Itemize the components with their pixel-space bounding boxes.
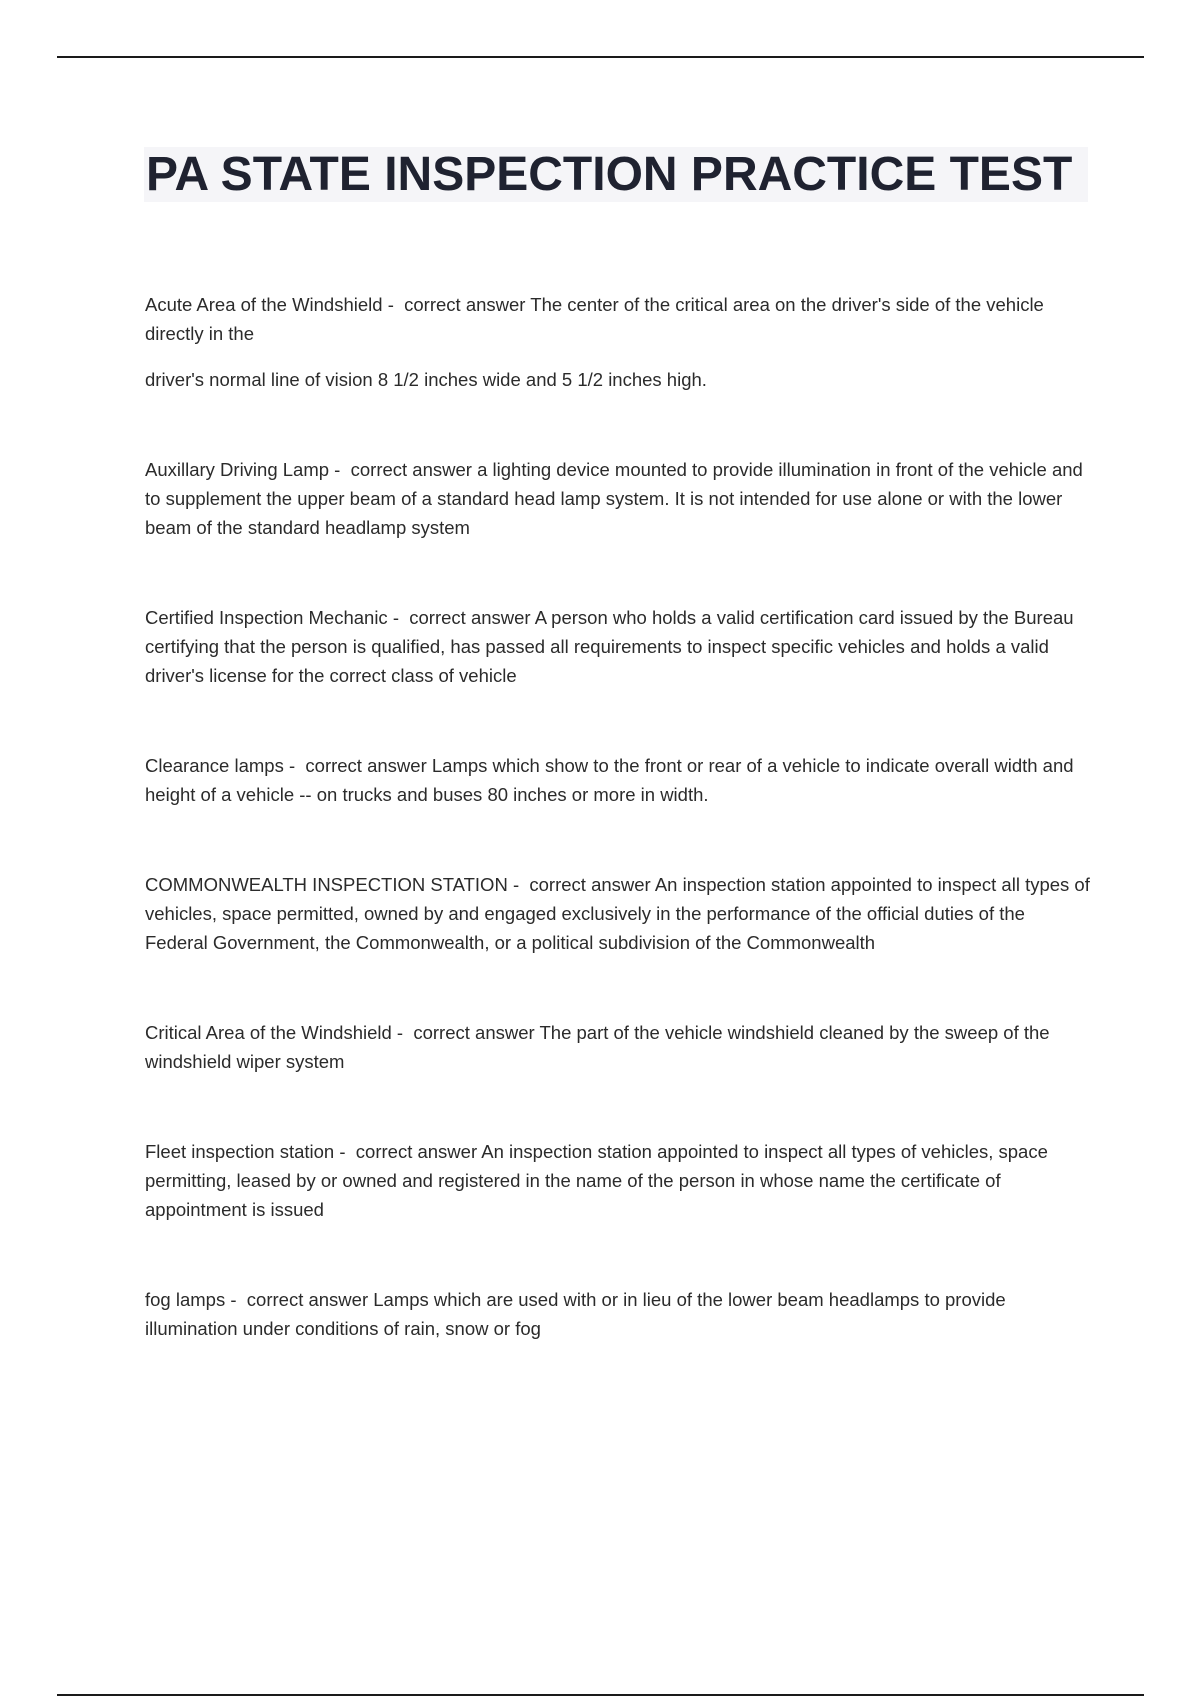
entry-term: Fleet inspection station: [145, 1141, 335, 1162]
entry-separator: - correct answer: [334, 1141, 482, 1162]
entry-text: [145, 1137, 1090, 1224]
entry-separator: - correct answer: [391, 1022, 540, 1043]
entry-answer: A person who holds a valid certification card issued by the Bureau certifying that the person is qualified, has passed all requirements to inspect specific vehicles and holds a valid driver's license for the correct class of vehicle: [145, 607, 1074, 686]
title-banner: [144, 147, 1088, 202]
page-title: PA STATE INSPECTION PRACTICE TEST: [146, 148, 1073, 201]
entry-separator: - correct answer: [507, 874, 655, 895]
flashcard-list: [145, 290, 1090, 1343]
entry-answer: An inspection station appointed to inspect all types of vehicles, space permitting, leased by or owned and registered in the name of the person in whose name the certificate of appointment is issued: [145, 1141, 1048, 1220]
list-item: [145, 870, 1090, 957]
entry-separator: - correct answer: [225, 1289, 374, 1310]
entry-answer: Lamps which are used with or in lieu of the lower beam headlamps to provide illumination under conditions of rain, snow or fog: [145, 1289, 1006, 1339]
entry-continuation: driver's normal line of vision 8 1/2 inches wide and 5 1/2 inches high.: [145, 369, 707, 390]
entry-answer: The center of the critical area on the driver's side of the vehicle directly in the: [145, 294, 1044, 344]
list-item: [145, 603, 1090, 690]
list-item: [145, 1137, 1090, 1224]
entry-separator: - correct answer: [382, 294, 531, 315]
entry-text: [145, 290, 1090, 348]
entry-text: [145, 751, 1090, 809]
entry-separator: - correct answer: [387, 607, 535, 628]
entry-text: [145, 1018, 1090, 1076]
list-item: [145, 290, 1090, 394]
entry-text: [145, 603, 1090, 690]
entry-answer: The part of the vehicle windshield cleaned by the sweep of the windshield wiper system: [145, 1022, 1050, 1072]
list-item: [145, 455, 1090, 542]
entry-term: Auxillary Driving Lamp: [145, 459, 330, 480]
entry-term: Critical Area of the Windshield: [145, 1022, 392, 1043]
entry-answer: An inspection station appointed to inspect all types of vehicles, space permitted, owned by and engaged exclusively in the performance of the official duties of the Federal Government, the Commonwealth, or a political subdivision of the Commonwealth: [145, 874, 1090, 953]
entry-separator: - correct answer: [329, 459, 478, 480]
entry-term: Certified Inspection Mechanic: [145, 607, 388, 628]
entry-text: [145, 1285, 1090, 1343]
list-item: [145, 1018, 1090, 1076]
entry-text: [145, 870, 1090, 957]
entry-text: [145, 455, 1090, 542]
entry-term: fog lamps: [145, 1289, 226, 1310]
list-item: [145, 751, 1090, 809]
entry-term: Clearance lamps: [145, 755, 284, 776]
entry-term: Acute Area of the Windshield: [145, 294, 383, 315]
bottom-rule: [57, 1694, 1144, 1696]
list-item: [145, 1285, 1090, 1343]
entry-answer: a lighting device mounted to provide illumination in front of the vehicle and to supplement the upper beam of a standard head lamp system. It is not intended for use alone or with the lower beam of the standard headlamp system: [145, 459, 1083, 538]
entry-separator: - correct answer: [283, 755, 432, 776]
entry-term: COMMONWEALTH INSPECTION STATION: [145, 874, 508, 895]
entry-answer: Lamps which show to the front or rear of a vehicle to indicate overall width and height of a vehicle -- on trucks and buses 80 inches or more in width.: [145, 755, 1074, 805]
top-rule: [57, 56, 1144, 58]
